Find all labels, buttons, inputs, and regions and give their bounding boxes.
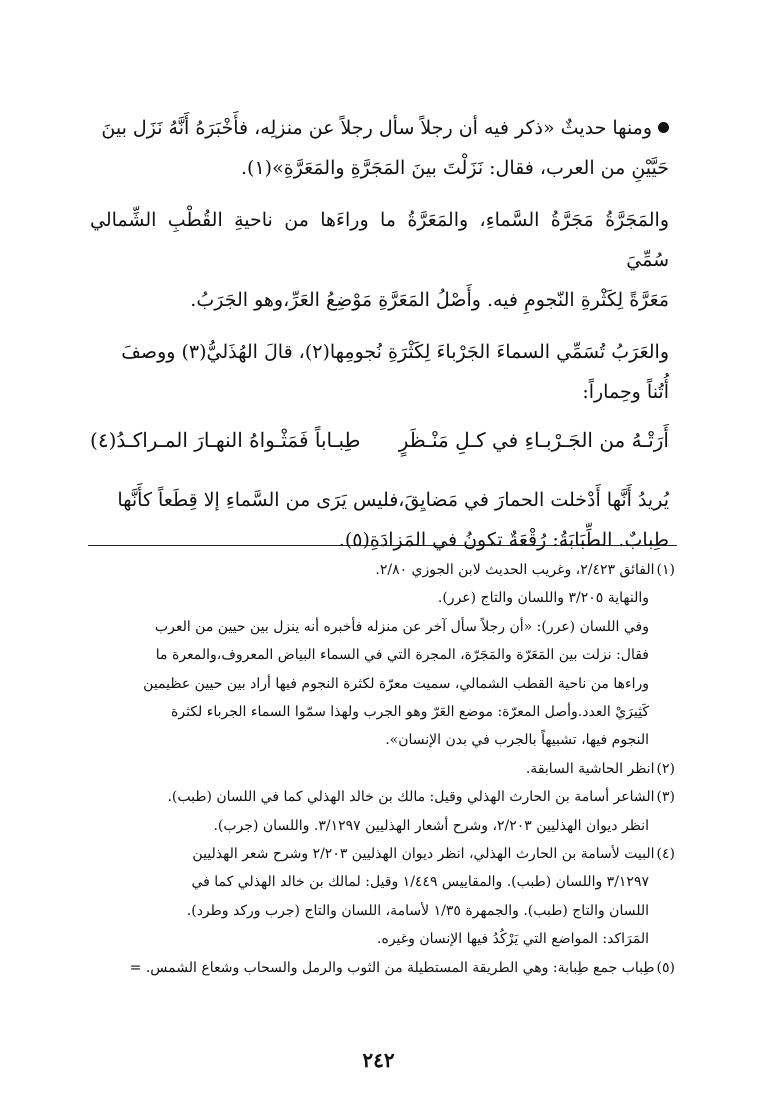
bullet-icon: [658, 122, 669, 133]
footnote-4: [90, 840, 675, 954]
explanation-line-2: طِبابٌ. الطِّبَابَةُ: رُقْعَةٌ تكونُ في المَزادَةِ(٥).: [338, 529, 669, 551]
jarba-line-2: أُتُناً وحِماراً:: [582, 381, 669, 403]
page-number: ٢٤٢: [362, 1048, 395, 1072]
paragraph-explanation: [90, 480, 669, 560]
footnote-5-line-1: طِباب جمع طِبابة: وهي الطريقة المستطيلة من الثوب والرمل والسحاب وشعاع الشمس. =: [129, 959, 655, 976]
main-text: [90, 108, 669, 560]
footnote-4-line-1: البيت لأسامة بن الحارث الهذلي، انظر ديوان الهذليين ٢/٢٠٣ وشرح شعر الهذليين: [192, 846, 655, 863]
paragraph-jarba: [90, 332, 669, 412]
footnote-number: (٤): [656, 846, 675, 863]
footnote-3-line-2: انظر ديوان الهذليين ٢/٢٠٣، وشرح أشعار الهذليين ٣/١٢٩٧. واللسان (جرب).: [213, 817, 649, 834]
footnote-number: (٥): [656, 959, 675, 976]
footnote-1-line-6: كَثِيرَيْ العدد.وأصل المعرّة: موضع العَرّ وهو الجرب ولهذا سمّوا السماء الجرباء لكثرة: [171, 704, 649, 721]
jarba-line-1: والعَرَبُ تُسَمِّي السماءَ الجَرْباءَ لِكَثْرَةِ نُجومِها(٢)، قالَ الهُذَليُّ(٣) ووصفَ: [121, 341, 669, 363]
footnote-2: [90, 755, 675, 783]
paragraph-majarra: [90, 200, 669, 320]
explanation-line-1: يُريدُ أَنَّها أَدْخلت الحمارَ في مَضايِقَ،فليس يَرَى من السَّماءِ إلا قِطَعاً كأَنَّها: [117, 489, 669, 511]
footnote-4-line-3: اللسان والتاج (طبب). والجمهرة ١/٣٥ لأسامة، اللسان والتاج (جرب وركد وطرد).: [186, 902, 649, 919]
footnote-number: (٣): [656, 789, 675, 806]
hadith-line-1: ومنها حديثٌ «ذكر فيه أن رجلاً سأل رجلاً عن منزلِه، فأَخْبَرَهُ أَنَّهُ نَزَل بينَ: [101, 117, 652, 139]
verse-second-hemistich: طِبـاباً فَمَثْـواهُ النهـارَ المـراكـدُ(٤): [90, 428, 361, 452]
footnote-1-line-5: وراءها من ناحية القطب الشمالي، سميت معرّة لكثرة النجوم فيها أراد بين حيين عظيمين: [143, 675, 649, 692]
footnote-number: (٢): [656, 760, 675, 777]
footnote-2-line-1: انظر الحاشية السابقة.: [525, 760, 655, 777]
footnote-5: [90, 954, 675, 982]
footnote-1-line-7: النجوم فيها، تشبيهاً بالجرب في بدن الإنسان».: [385, 732, 649, 749]
paragraph-hadith: [90, 108, 669, 188]
footnote-1-line-3: وفي اللسان (عرر): «أن رجلاً سأل آخر عن منزله فأخبره أنه ينزل بين حيين من العرب: [154, 618, 649, 635]
footnote-1-line-4: فقال: نزلت بين المَعَرّة والمَجَرّة، المجرة التي في السماء البياض المعروف،والمعرة ما: [155, 647, 649, 664]
footnote-3-line-1: الشاعر أسامة بن الحارث الهذلي وقيل: مالك بن خالد الهذلي كما في اللسان (طبب).: [167, 789, 655, 806]
footnote-1-line-2: والنهاية ٣/٢٠٥ واللسان والتاج (عرر).: [437, 590, 649, 607]
footnote-1-line-1: الفائق ٢/٤٢٣، وغريب الحديث لابن الجوزي ٢/٨٠.: [375, 562, 655, 578]
footnote-4-line-2: ٣/١٢٩٧ واللسان (طبب). والمقاييس ١/٤٤٩ وقيل: لمالك بن خالد الهذلي كما في: [191, 874, 649, 891]
footnote-4-line-4: المَرَاكد: المواضع التي يَرْكُدُ فيها الإنسان وغيره.: [377, 931, 649, 948]
footnote-3: [90, 783, 675, 840]
majarra-line-2: مَعَرَّةً لِكَثْرةِ النّجومِ فيه. وأَصْلُ المَعَرَّةِ مَوْضِعُ العَرِّ،وهو الجَرَبُ.: [190, 289, 669, 311]
footnotes: [90, 556, 675, 982]
majarra-line-1: والمَجَرَّةُ مَجَرَّةُ السَّماءِ، والمَعَرَّةُ ما وراءَها من ناحيةِ القُطْبِ الشِّمالي سُمِّيَ: [90, 209, 669, 271]
footnote-number: (١): [656, 562, 675, 578]
hadith-line-2: حَيَّيْنِ من العرب، فقال: نَزَلْتَ بينَ المَجَرَّةِ والمَعَرَّةِ»(١).: [240, 157, 669, 179]
footnote-1: [90, 556, 675, 755]
verse-first-hemistich: أَرَتْـهُ من الجَـرْبـاءِ في كـلِ مَنْـظَرٍ: [398, 428, 669, 452]
poetry-verse: [90, 422, 669, 468]
footnote-separator: [88, 545, 677, 546]
